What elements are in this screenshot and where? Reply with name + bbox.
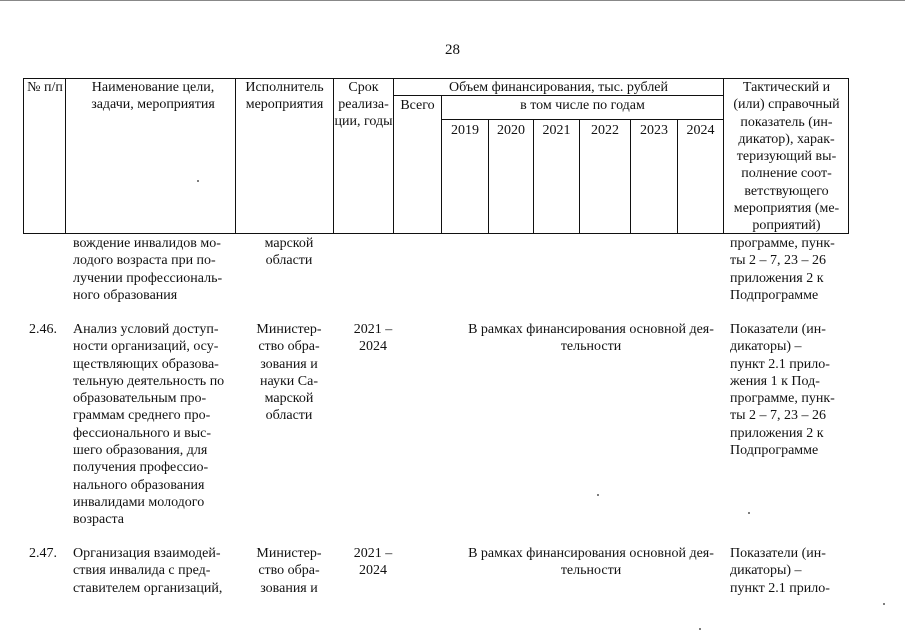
header-year: 2022 [591, 123, 619, 138]
header-year: 2024 [686, 123, 715, 138]
header-by-year: в том числе по годам [520, 98, 645, 113]
header-indicator: Тактический и (или) справочный показатель (ин-дикатор), харак-теризующий вы-полнение соот-ветствующего мероприятия (ме-роприятий) [733, 80, 840, 234]
row-number: 2.47. [29, 546, 57, 561]
row-indicator: программе, пунк- ты 2 – 7, 23 – 26 приложения 2 к Подпрограмме [730, 236, 835, 303]
row-executor: Министер- ство обра- зования и науки Са- марской области [256, 322, 322, 424]
page-number: 28 [445, 42, 460, 58]
row-name: вождение инвалидов мо- лодого возраста при по- лучении профессиональ- ного образования [73, 236, 223, 303]
row-executor: Министер- ство обра- зования и [256, 546, 322, 596]
row-term: 2021 – 2024 [353, 546, 393, 579]
scan-speck [597, 494, 599, 496]
scan-speck [748, 512, 750, 514]
header-year: 2020 [497, 123, 525, 138]
header-num: № п/п [27, 80, 63, 95]
table-header [23, 78, 849, 234]
scan-speck [197, 180, 199, 182]
header-term: Срок реализа-ции, годы [334, 80, 393, 129]
header-year: 2023 [640, 123, 668, 138]
row-term: 2021 – 2024 [353, 322, 393, 355]
header-executor: Исполнитель мероприятия [245, 80, 324, 112]
header-year: 2021 [542, 123, 571, 138]
scan-speck [883, 603, 885, 605]
header-name: Наименование цели, задачи, мероприятия [91, 80, 215, 112]
page-top-rule [0, 0, 905, 1]
row-funding: В рамках финансирования основной дея- тельности [468, 322, 714, 355]
row-indicator: Показатели (ин- дикаторы) – пункт 2.1 прило- жения 1 к Под- программе, пунк- ты 2 – 7, 23 – 26 приложения 2 к Подпрограмме [730, 322, 835, 459]
row-funding: В рамках финансирования основной дея- тельности [468, 546, 714, 579]
row-executor: марской области [264, 236, 314, 269]
row-number: 2.46. [29, 322, 57, 337]
header-funding: Объем финансирования, тыс. рублей [448, 80, 669, 95]
row-indicator: Показатели (ин- дикаторы) – пункт 2.1 прило- [730, 546, 830, 596]
header-year: 2019 [451, 123, 479, 138]
scan-speck [699, 628, 701, 630]
header-total: Всего [400, 98, 435, 113]
row-name: Организация взаимодей- ствия инвалида с пред- ставителем организаций, [73, 546, 223, 596]
row-name: Анализ условий доступ- ности организаций, осу- ществляющих образова- тельную деятельность по образовательным про- граммам среднего про- фессионального и выс- шего образования, для получения профессио- нального образования инвалидами молодого возраста [73, 322, 225, 528]
